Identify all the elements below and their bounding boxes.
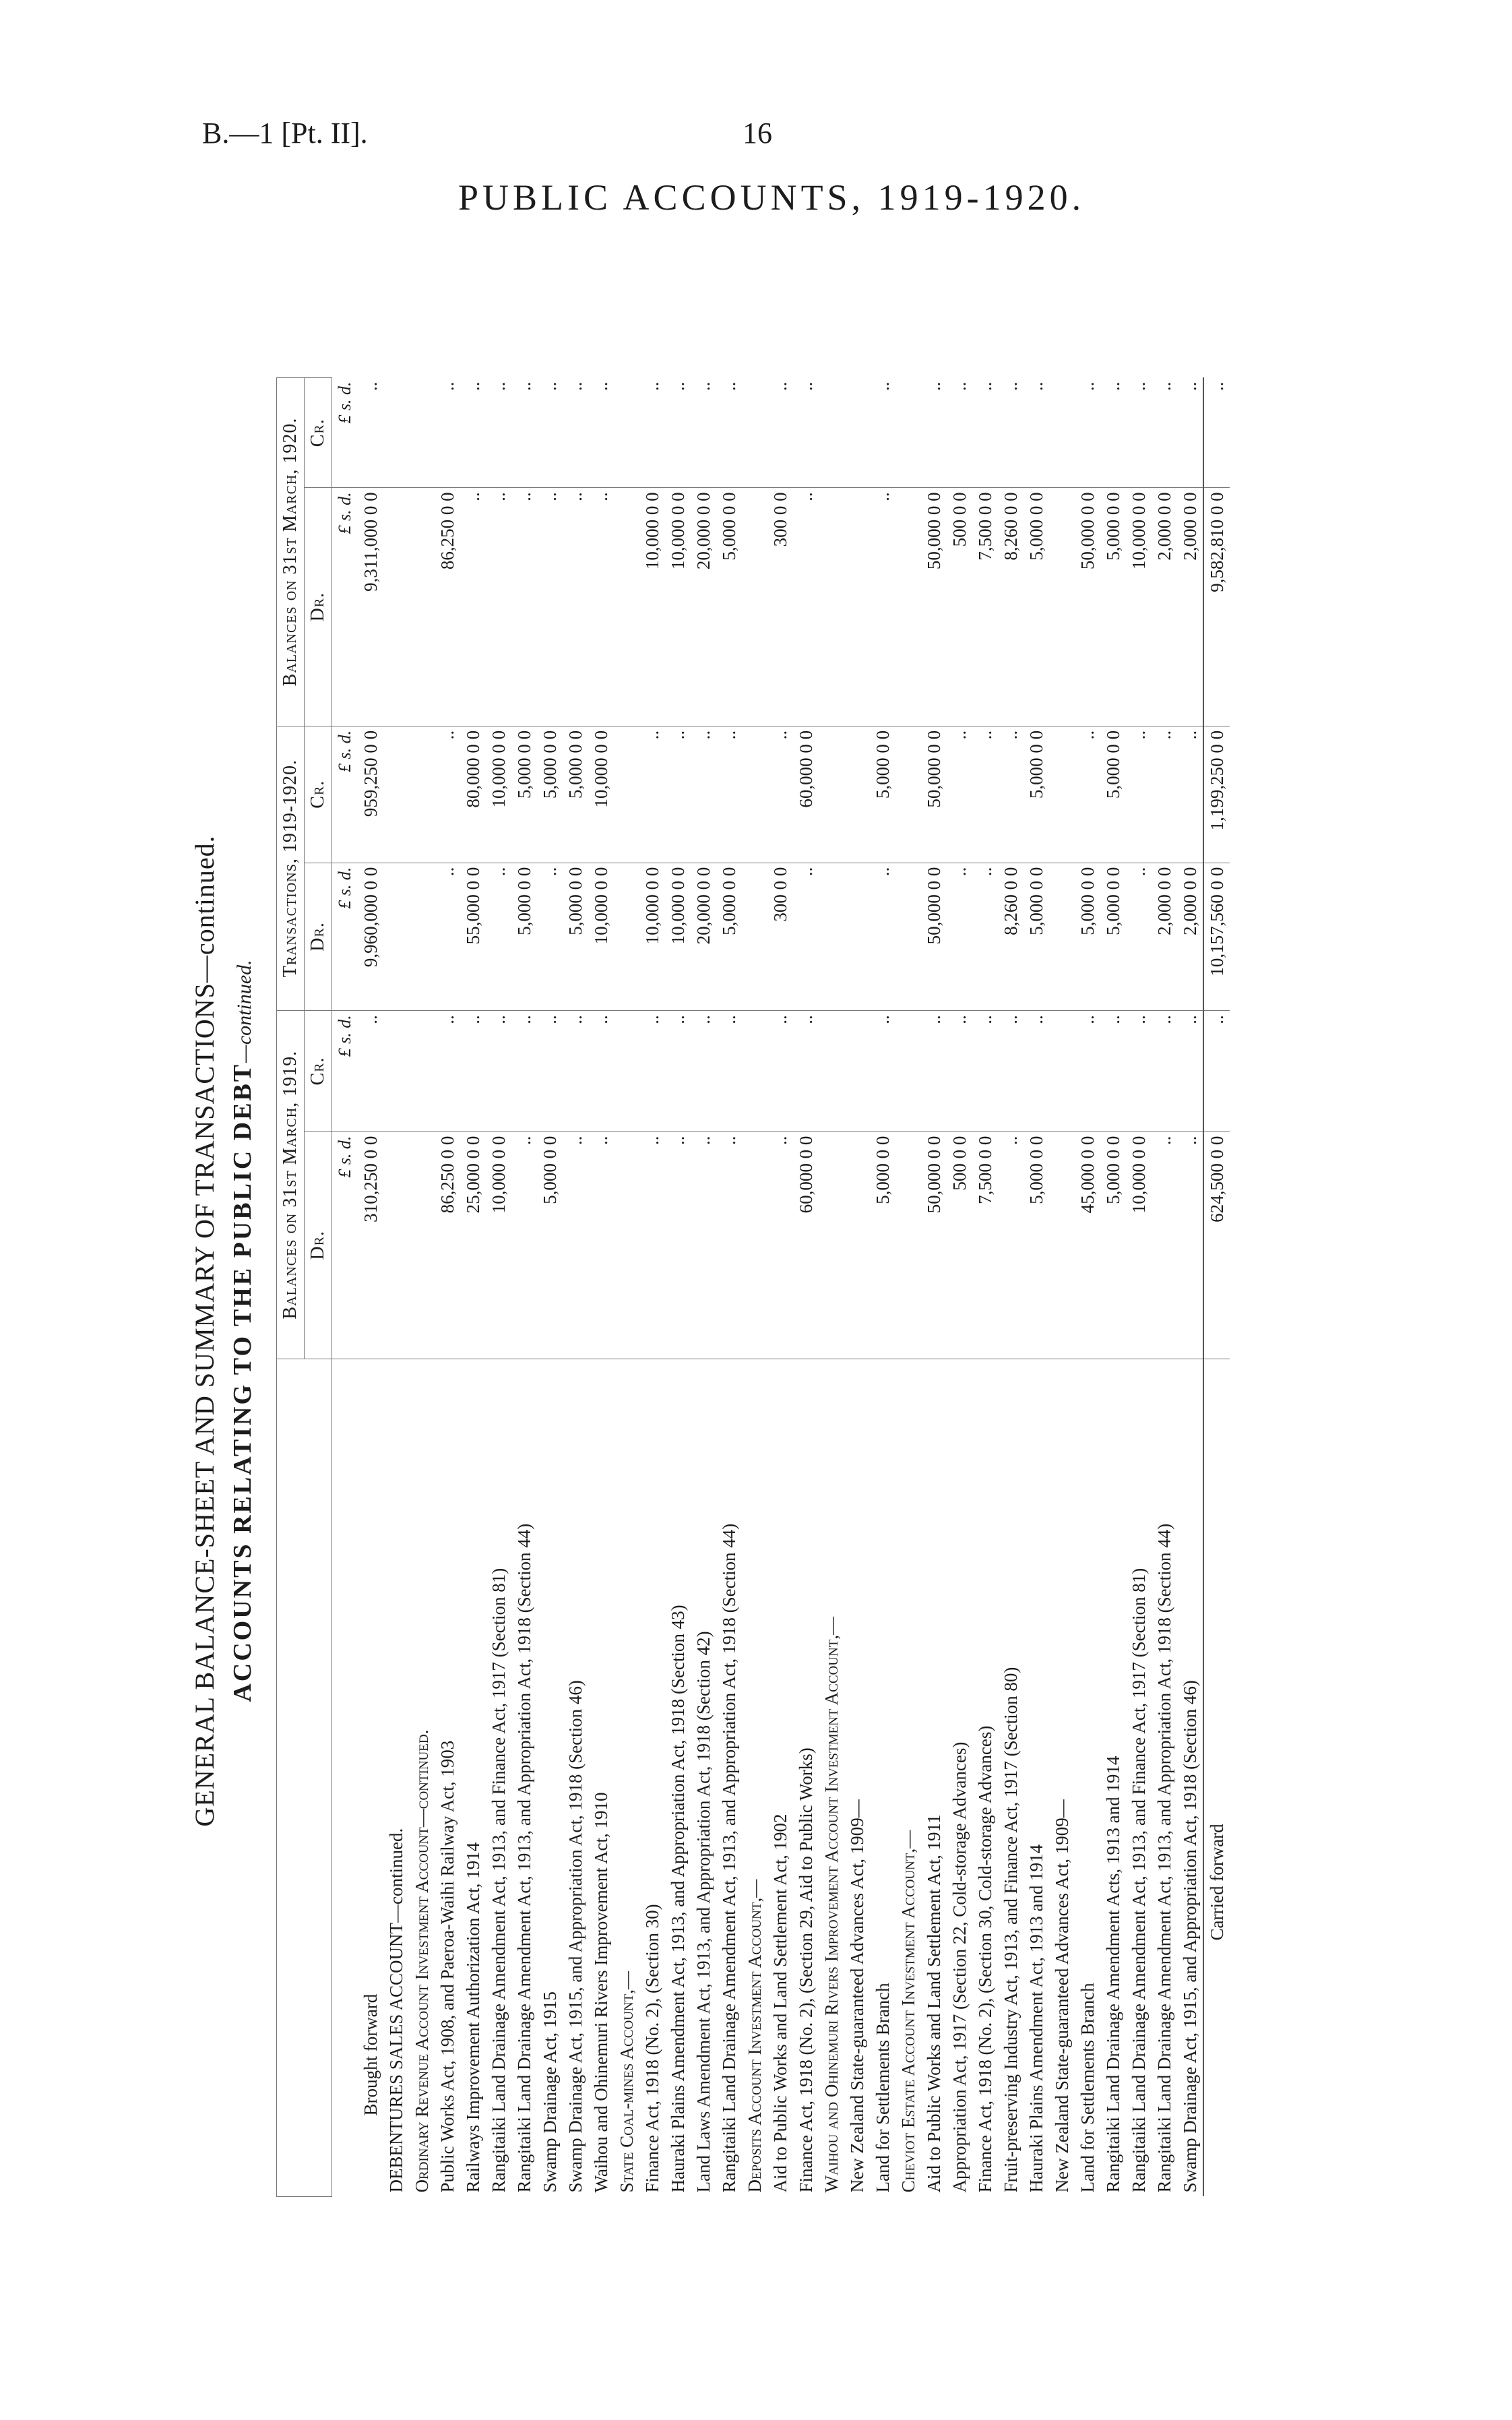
amount-cell: ..: [793, 488, 819, 726]
amount-cell: [844, 726, 870, 863]
amount-cell: 5,000 0 0: [1100, 488, 1126, 726]
table-row: [563, 378, 588, 2197]
amount-cell: ..: [870, 863, 895, 1011]
amount-cell: [1049, 378, 1075, 488]
table-row: [460, 378, 486, 2197]
amount-cell: 5,000 0 0: [1023, 726, 1049, 863]
table-row: [767, 378, 793, 2197]
table-row: [998, 378, 1023, 2197]
amount-cell: ..: [1023, 378, 1049, 488]
amount-cell: ..: [537, 863, 563, 1011]
amount-cell: 5,000 0 0: [537, 1131, 563, 1359]
amount-cell: ..: [588, 378, 614, 488]
amount-cell: 5,000 0 0: [1023, 1131, 1049, 1359]
row-label: Waihou and Ohinemuri Rivers Improvement Act, 1910: [591, 1792, 611, 2193]
amount-cell: ..: [716, 1131, 742, 1359]
amount-cell: 60,000 0 0: [793, 726, 819, 863]
table-body: [332, 378, 1204, 2197]
amount-cell: 5,000 0 0: [511, 863, 537, 1011]
amount-cell: 25,000 0 0: [460, 1131, 486, 1359]
carried-forward-label: Carried forward: [1203, 1359, 1230, 2197]
table-row: [793, 378, 819, 2197]
amount-cell: 5,000 0 0: [1023, 488, 1049, 726]
row-label: Land for Settlements Branch: [1077, 1983, 1098, 2193]
amount-cell: ..: [767, 1131, 793, 1359]
amount-cell: ..: [793, 378, 819, 488]
amount-cell: 10,000 0 0: [1126, 1131, 1152, 1359]
table-row: [716, 378, 742, 2197]
amount-cell: ..: [639, 1011, 665, 1131]
amount-cell: ..: [767, 1011, 793, 1131]
amount-cell: ..: [1152, 726, 1177, 863]
table-row: [639, 378, 665, 2197]
amount-cell: ..: [793, 1011, 819, 1131]
section-heading: DEBENTURES SALES ACCOUNT—continued.: [386, 1828, 406, 2193]
table-row: [665, 378, 691, 2197]
table-row: [972, 378, 998, 2197]
row-label: New Zealand State-guaranteed Advances Act, 1909—: [1052, 1799, 1072, 2193]
amount-cell: ..: [870, 1011, 895, 1131]
row-label: Rangitaiki Land Drainage Amendment Act, 1913, and Finance Act, 1917 (Section 81): [1129, 1568, 1149, 2193]
closing-cr-header: Cr.: [305, 378, 332, 488]
amount-cell: 10,000 0 0: [588, 863, 614, 1011]
amount-cell: [844, 378, 870, 488]
amount-cell: 5,000 0 0: [870, 1131, 895, 1359]
group-heading-row: [819, 378, 844, 2197]
brought-forward-row: Brought forward 310,250 0 0 .. 9,960,000 0 0 959,250 0 0 9,311,000 0 0 ..: [358, 378, 383, 2197]
amount-cell: ..: [870, 488, 895, 726]
page-number: 16: [743, 117, 772, 150]
amount-cell: ..: [1152, 1011, 1177, 1131]
opening-cr-header: Cr.: [305, 1011, 332, 1131]
closing-dr-header: Dr.: [305, 488, 332, 726]
unit-row: £ s. d. £ s. d. £ s. d. £ s. d. £ s. d. £ s. d.: [332, 378, 358, 2197]
group-heading-row: [614, 378, 639, 2197]
amount-cell: ..: [1023, 1011, 1049, 1131]
row-label: Rangitaiki Land Drainage Amendment Acts, 1913 and 1914: [1103, 1756, 1123, 2193]
amount-cell: [844, 1131, 870, 1359]
table-row: [921, 378, 947, 2197]
document-reference: B.—1 [Pt. II].: [202, 117, 368, 150]
amount-cell: [844, 488, 870, 726]
amount-cell: ..: [1126, 378, 1152, 488]
amount-cell: ..: [947, 726, 972, 863]
amount-cell: ..: [1100, 1011, 1126, 1131]
amount-cell: ..: [1100, 378, 1126, 488]
amount-cell: ..: [665, 378, 691, 488]
amount-cell: ..: [1177, 378, 1203, 488]
amount-cell: [1049, 863, 1075, 1011]
row-label: Rangitaiki Land Drainage Amendment Act, 1913, and Appropriation Act, 1918 (Section 44): [1154, 1523, 1174, 2193]
amount-cell: ..: [639, 378, 665, 488]
table-row: [537, 378, 563, 2197]
row-label: Hauraki Plains Amendment Act, 1913, and Appropriation Act, 1918 (Section 43): [668, 1605, 688, 2193]
amount-cell: ..: [1152, 1131, 1177, 1359]
table-row: [435, 378, 460, 2197]
transactions-dr-header: Dr.: [305, 863, 332, 1011]
amount-cell: ..: [1075, 378, 1100, 488]
column-group-header: [277, 378, 305, 2197]
amount-cell: ..: [563, 1131, 588, 1359]
row-label: Land for Settlements Branch: [873, 1983, 893, 2193]
table-row: [1152, 378, 1177, 2197]
amount-cell: ..: [460, 378, 486, 488]
amount-cell: 50,000 0 0: [921, 1131, 947, 1359]
table-row: [1075, 378, 1100, 2197]
group-heading-row: [895, 378, 921, 2197]
amount-cell: 50,000 0 0: [921, 488, 947, 726]
amount-cell: 8,260 0 0: [998, 488, 1023, 726]
amount-cell: 5,000 0 0: [1075, 863, 1100, 1011]
amount-cell: [844, 863, 870, 1011]
amount-cell: ..: [1177, 1131, 1203, 1359]
amount-cell: 300 0 0: [767, 863, 793, 1011]
table-row: [1100, 378, 1126, 2197]
amount-cell: 10,000 0 0: [665, 863, 691, 1011]
amount-cell: 5,000 0 0: [563, 863, 588, 1011]
row-label: Fruit-preserving Industry Act, 1913, and Finance Act, 1917 (Section 80): [1001, 1667, 1021, 2193]
amount-cell: 10,000 0 0: [639, 488, 665, 726]
amount-cell: ..: [921, 378, 947, 488]
amount-cell: ..: [511, 1131, 537, 1359]
amount-cell: ..: [588, 1131, 614, 1359]
amount-cell: ..: [998, 726, 1023, 863]
amount-cell: 50,000 0 0: [921, 863, 947, 1011]
amount-cell: ..: [435, 378, 460, 488]
opening-balances-header: Balances on 31st March, 1919.: [277, 1011, 305, 1359]
group-heading: Waihou and Ohinemuri Rivers Improvement Account Investment Account,—: [821, 1616, 842, 2193]
amount-cell: ..: [1152, 378, 1177, 488]
amount-cell: 10,000 0 0: [639, 863, 665, 1011]
amount-cell: 10,000 0 0: [588, 726, 614, 863]
amount-cell: ..: [972, 378, 998, 488]
amount-cell: ..: [639, 726, 665, 863]
amount-cell: ..: [665, 726, 691, 863]
amount-cell: ..: [1126, 726, 1152, 863]
table-row: [1049, 378, 1075, 2197]
transactions-header: Transactions, 1919-1920.: [277, 726, 305, 1010]
row-label: Railways Improvement Authorization Act, 1914: [463, 1842, 483, 2193]
amount-cell: ..: [486, 1011, 511, 1131]
amount-cell: ..: [691, 378, 716, 488]
group-heading: Ordinary Revenue Account Investment Account—continued.: [412, 1729, 432, 2193]
amount-cell: ..: [793, 863, 819, 1011]
amount-cell: 7,500 0 0: [972, 488, 998, 726]
amount-cell: ..: [998, 1131, 1023, 1359]
row-label: Rangitaiki Land Drainage Amendment Act, 1913, and Appropriation Act, 1918 (Section 44): [719, 1523, 739, 2193]
brought-forward-label: Brought forward: [360, 1993, 381, 2116]
amount-cell: ..: [947, 1011, 972, 1131]
transactions-cr-header: Cr.: [305, 726, 332, 863]
amount-cell: ..: [511, 378, 537, 488]
table-subtitle: ACCOUNTS RELATING TO THE PUBLIC DEBT—continued.: [228, 960, 257, 1702]
amount-cell: ..: [1126, 863, 1152, 1011]
amount-cell: ..: [486, 488, 511, 726]
amount-cell: 2,000 0 0: [1152, 488, 1177, 726]
amount-cell: 5,000 0 0: [1023, 863, 1049, 1011]
table-row: [844, 378, 870, 2197]
amount-cell: 5,000 0 0: [1100, 1131, 1126, 1359]
amount-cell: ..: [537, 378, 563, 488]
row-label: Finance Act, 1918 (No. 2), (Section 29, Aid to Public Works): [796, 1747, 816, 2193]
amount-cell: 20,000 0 0: [691, 488, 716, 726]
table-row: [691, 378, 716, 2197]
table-row: [511, 378, 537, 2197]
amount-cell: 300 0 0: [767, 488, 793, 726]
row-label: Swamp Drainage Act, 1915: [540, 1991, 560, 2193]
amount-cell: [1049, 1011, 1075, 1131]
row-label: Land Laws Amendment Act, 1913, and Appropriation Act, 1918 (Section 42): [693, 1631, 714, 2193]
amount-cell: ..: [947, 863, 972, 1011]
table-row: [870, 378, 895, 2197]
amount-cell: ..: [691, 1011, 716, 1131]
amount-cell: ..: [639, 1131, 665, 1359]
table-row: [1126, 378, 1152, 2197]
accounts-table: [276, 377, 1230, 2197]
amount-cell: ..: [665, 1011, 691, 1131]
opening-dr-header: Dr.: [305, 1131, 332, 1359]
amount-cell: 45,000 0 0: [1075, 1131, 1100, 1359]
amount-cell: ..: [998, 378, 1023, 488]
amount-cell: ..: [460, 1011, 486, 1131]
amount-cell: ..: [998, 1011, 1023, 1131]
amount-cell: ..: [588, 488, 614, 726]
amount-cell: ..: [972, 1011, 998, 1131]
amount-cell: ..: [665, 1131, 691, 1359]
amount-cell: 5,000 0 0: [537, 726, 563, 863]
amount-cell: ..: [588, 1011, 614, 1131]
amount-cell: 20,000 0 0: [691, 863, 716, 1011]
amount-cell: ..: [767, 726, 793, 863]
amount-cell: ..: [435, 726, 460, 863]
amount-cell: ..: [435, 1011, 460, 1131]
amount-cell: ..: [870, 378, 895, 488]
amount-cell: 86,250 0 0: [435, 488, 460, 726]
amount-cell: ..: [486, 378, 511, 488]
amount-cell: 5,000 0 0: [1100, 863, 1126, 1011]
amount-cell: ..: [1126, 1011, 1152, 1131]
amount-cell: 7,500 0 0: [972, 1131, 998, 1359]
amount-cell: [1049, 488, 1075, 726]
amount-cell: 2,000 0 0: [1177, 488, 1203, 726]
amount-cell: 86,250 0 0: [435, 1131, 460, 1359]
row-label: Rangitaiki Land Drainage Amendment Act, 1913, and Finance Act, 1917 (Section 81): [489, 1568, 509, 2193]
amount-cell: ..: [563, 1011, 588, 1131]
amount-cell: 5,000 0 0: [716, 863, 742, 1011]
amount-cell: 2,000 0 0: [1152, 863, 1177, 1011]
amount-cell: ..: [563, 488, 588, 726]
table-row: [588, 378, 614, 2197]
balance-sheet-title: GENERAL BALANCE-SHEET AND SUMMARY OF TRANSACTIONS—continued.: [189, 835, 220, 1827]
amount-cell: 5,000 0 0: [870, 726, 895, 863]
amount-cell: [1049, 1131, 1075, 1359]
row-label: Swamp Drainage Act, 1915, and Appropriation Act, 1918 (Section 46): [565, 1680, 586, 2193]
row-label: Rangitaiki Land Drainage Amendment Act, 1913, and Appropriation Act, 1918 (Section 44): [514, 1523, 534, 2193]
amount-cell: 10,000 0 0: [486, 1131, 511, 1359]
rotated-table-area: [189, 121, 1455, 2224]
amount-cell: ..: [1177, 726, 1203, 863]
amount-cell: 50,000 0 0: [921, 726, 947, 863]
particulars-header: [277, 1359, 332, 2197]
amount-cell: 500 0 0: [947, 488, 972, 726]
amount-cell: ..: [511, 488, 537, 726]
amount-cell: 5,000 0 0: [511, 726, 537, 863]
amount-cell: 10,000 0 0: [1126, 488, 1152, 726]
amount-cell: ..: [716, 378, 742, 488]
amount-cell: 5,000 0 0: [716, 488, 742, 726]
row-label: Swamp Drainage Act, 1915, and Appropriation Act, 1918 (Section 46): [1180, 1680, 1200, 2193]
amount-cell: ..: [537, 1011, 563, 1131]
amount-cell: 5,000 0 0: [1100, 726, 1126, 863]
row-label: Aid to Public Works and Land Settlement Act, 1902: [770, 1813, 790, 2193]
amount-cell: ..: [921, 1011, 947, 1131]
amount-cell: ..: [972, 726, 998, 863]
amount-cell: ..: [435, 863, 460, 1011]
amount-cell: ..: [1075, 726, 1100, 863]
amount-cell: ..: [716, 1011, 742, 1131]
group-heading: Deposits Account Investment Account,—: [745, 1879, 765, 2193]
amount-cell: ..: [972, 863, 998, 1011]
amount-cell: ..: [537, 488, 563, 726]
group-heading: State Coal-mines Account,—: [617, 1971, 637, 2193]
amount-cell: ..: [1177, 1011, 1203, 1131]
amount-cell: 500 0 0: [947, 1131, 972, 1359]
row-label: Hauraki Plains Amendment Act, 1913 and 1914: [1026, 1844, 1046, 2193]
amount-cell: ..: [486, 863, 511, 1011]
amount-cell: 8,260 0 0: [998, 863, 1023, 1011]
amount-cell: 10,000 0 0: [665, 488, 691, 726]
amount-cell: ..: [691, 1131, 716, 1359]
group-heading: Cheviot Estate Account Investment Account,—: [898, 1830, 918, 2193]
group-heading-row: [742, 378, 767, 2197]
amount-cell: ..: [511, 1011, 537, 1131]
row-label: Appropriation Act, 1917 (Section 22, Cold-storage Advances): [949, 1741, 970, 2193]
row-label: Aid to Public Works and Land Settlement Act, 1911: [924, 1814, 944, 2193]
amount-cell: [844, 1011, 870, 1131]
table-row: [1023, 378, 1049, 2197]
row-label: Public Works Act, 1908, and Paeroa-Waihi Railway Act, 1903: [437, 1740, 458, 2193]
amount-cell: 80,000 0 0: [460, 726, 486, 863]
table-row: [947, 378, 972, 2197]
amount-cell: 50,000 0 0: [1075, 488, 1100, 726]
row-label: New Zealand State-guaranteed Advances Act, 1909—: [847, 1799, 867, 2193]
row-label: Finance Act, 1918 (No. 2), (Section 30, Cold-storage Advances): [975, 1725, 995, 2193]
amount-cell: ..: [563, 378, 588, 488]
amount-cell: ..: [1075, 1011, 1100, 1131]
closing-balances-header: Balances on 31st March, 1920.: [277, 378, 305, 726]
amount-cell: [1049, 726, 1075, 863]
amount-cell: ..: [716, 726, 742, 863]
section-heading-row: [383, 378, 409, 2197]
group-heading-row: [409, 378, 435, 2197]
amount-cell: 55,000 0 0: [460, 863, 486, 1011]
amount-cell: 5,000 0 0: [563, 726, 588, 863]
amount-cell: ..: [767, 378, 793, 488]
amount-cell: 2,000 0 0: [1177, 863, 1203, 1011]
amount-cell: 60,000 0 0: [793, 1131, 819, 1359]
row-label: Finance Act, 1918 (No. 2), (Section 30): [642, 1904, 662, 2193]
amount-cell: ..: [691, 726, 716, 863]
amount-cell: ..: [947, 378, 972, 488]
publication-title: PUBLIC ACCOUNTS, 1919-1920.: [458, 177, 1085, 218]
carried-forward-row: Carried forward 624,500 0 0 .. 10,157,560 0 0 1,199,250 0 0 9,582,810 0 0 ..: [1203, 378, 1230, 2197]
amount-cell: ..: [460, 488, 486, 726]
amount-cell: 10,000 0 0: [486, 726, 511, 863]
table-row: [1177, 378, 1203, 2197]
table-row: [486, 378, 511, 2197]
